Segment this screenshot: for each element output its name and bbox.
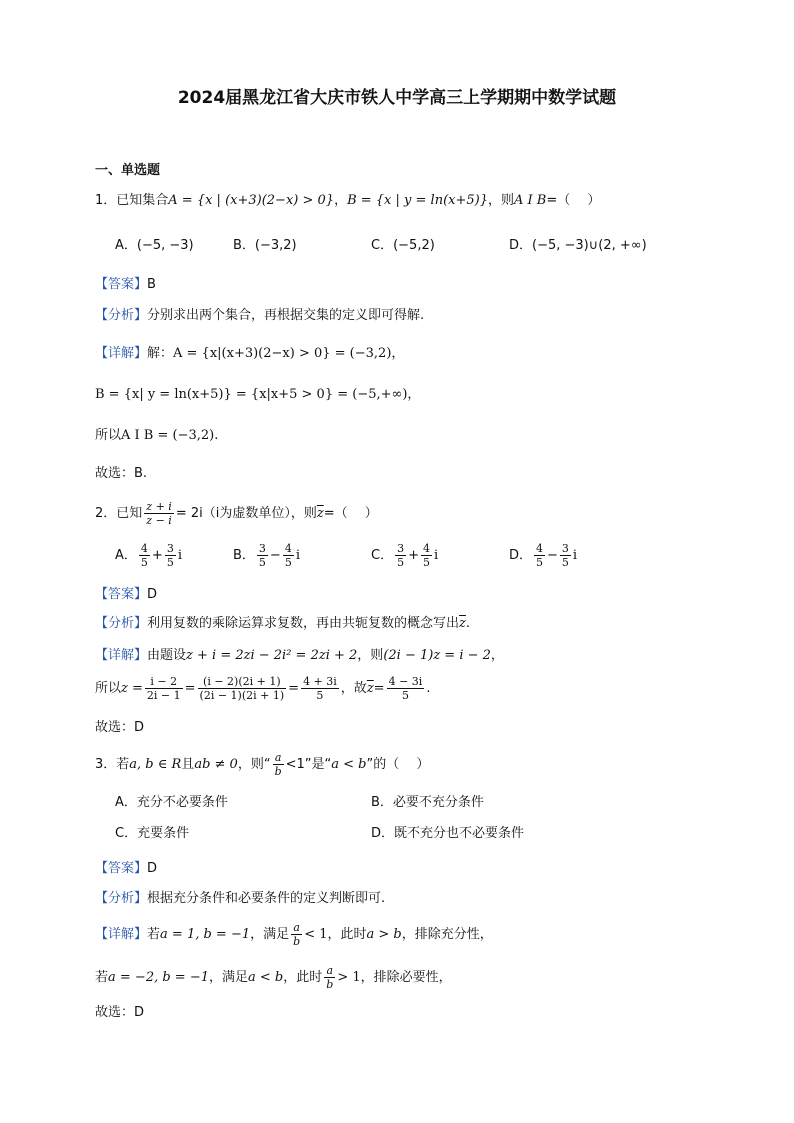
- q2-stem-fraction: $\frac{z + i}{z - i}$: [146, 500, 172, 527]
- q3-conclusion: 故选：D: [95, 1005, 145, 1020]
- q1-option-c: C．(−5,2): [371, 238, 435, 253]
- q2-detail-line-1: 【详解】由题设z + i = 2zi − 2i² = 2zi + 2，则(2i − 1)z = i − 2，: [95, 648, 504, 663]
- q1-option-b: B．(−3,2): [233, 238, 297, 253]
- q2-option-c: C． $\frac{3}{5}$ + $\frac{4}{5}$ i: [371, 542, 439, 569]
- q1-stem: 1．已知集合A = {x | (x+3)(2−x) > 0}，B = {x | y = ln(x+5)}，则A I B=（ ）: [95, 193, 601, 208]
- q3-option-a: A．充分不必要条件: [115, 795, 228, 810]
- page-title: 2024届黑龙江省大庆市铁人中学高三上学期期中数学试题: [177, 88, 617, 108]
- q2-option-b: B． $\frac{3}{5}$ − $\frac{4}{5}$ i: [233, 542, 300, 569]
- section-heading: 一、单选题: [95, 163, 161, 178]
- q1-detail-line-3: 所以A I B = (−3,2).: [95, 428, 219, 443]
- q1-option-d: D．(−5, −3)∪(2, +∞): [509, 238, 647, 253]
- q2-option-a: A． $\frac{4}{5}$ + $\frac{3}{5}$ i: [115, 542, 182, 569]
- q2-stem: 2．已知 $\frac{z + i}{z - i}$ = 2i（i为虚数单位），则$\overline{z}=$（ ）: [95, 500, 378, 527]
- q1-detail-line-2: B = {x| y = ln(x+5)} = {x|x+5 > 0} = (−5,+∞)，: [95, 387, 421, 402]
- q2-option-d: D． $\frac{4}{5}$ − $\frac{3}{5}$ i: [509, 542, 578, 569]
- q3-option-d: D．既不充分也不必要条件: [371, 826, 525, 841]
- q1-analysis: 【分析】分别求出两个集合，再根据交集的定义即可得解.: [95, 308, 425, 323]
- q2-analysis: 【分析】利用复数的乘除运算求复数，再由共轭复数的概念写出$\overline{z}$.: [95, 616, 471, 631]
- q3-analysis: 【分析】根据充分条件和必要条件的定义判断即可.: [95, 891, 386, 906]
- q3-option-c: C．充要条件: [115, 826, 190, 841]
- q2-answer: 【答案】D: [95, 587, 158, 602]
- q3-stem: 3．若a, b ∈ R且ab ≠ 0，则“ $\frac{a}{b}$ <1”是“a < b”的（ ）: [95, 751, 430, 778]
- q3-option-b: B．必要不充分条件: [371, 795, 484, 810]
- q1-detail-line-1: 【详解】解：A = {x|(x+3)(2−x) > 0} = (−3,2)，: [95, 346, 405, 361]
- q2-conclusion: 故选：D: [95, 720, 145, 735]
- q3-detail-line-2: 若a = −2, b = −1，满足a < b，此时 $\frac{a}{b}$ > 1，排除必要性，: [95, 964, 452, 991]
- q3-detail-line-1: 【详解】若a = 1, b = −1，满足 $\frac{a}{b}$ < 1，此时a > b，排除充分性，: [95, 921, 493, 948]
- q1-option-a: A．(−5, −3): [115, 238, 194, 253]
- q3-answer: 【答案】D: [95, 861, 158, 876]
- q1-conclusion: 故选：B.: [95, 466, 148, 481]
- q2-detail-line-2: 所以z = $\frac{i - 2}{2i - 1}$ = $\frac{(i - 2)(2i + 1)}{(2i - 1)(2i + 1)}$ = $\frac{4 + 3i}{5}$ ，故$\overline{z}=$ $\frac{4 - 3i}{5}$ .: [95, 675, 431, 702]
- q1-answer: 【答案】B: [95, 277, 156, 292]
